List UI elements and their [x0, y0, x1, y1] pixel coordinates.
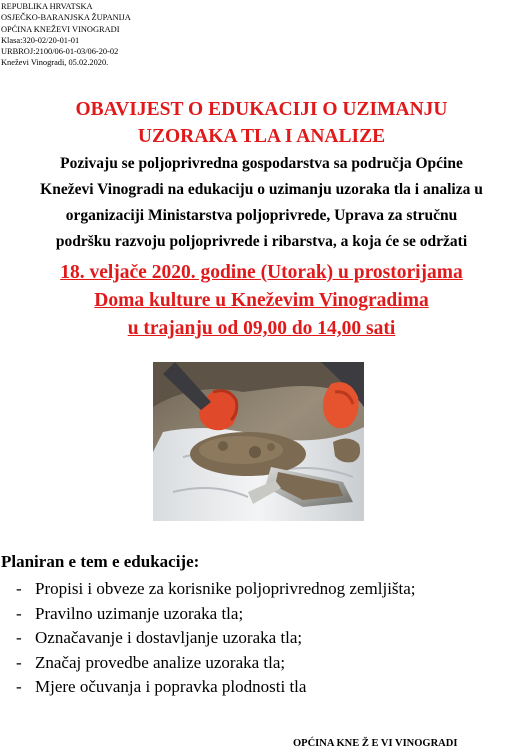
invitation-line: podršku razvoju poljoprivrede i ribarstva, a koja će se održati: [55, 233, 468, 250]
topic-text: Propisi i obveze za korisnike poljoprivrednog zemljišta;: [35, 579, 416, 598]
topic-text: Označavanje i dostavljanje uzoraka tla;: [35, 628, 303, 647]
header-municipality: OPĆINA KNEŽEVI VINOGRADI: [1, 24, 120, 34]
topic-text: Mjere očuvanja i popravka plodnosti tla: [35, 677, 307, 696]
topics-heading: Planiran e tem e edukacije:: [1, 552, 200, 571]
list-item: [16, 626, 416, 651]
document-header: [1, 1, 131, 69]
event-location-line: Doma kulture u Kneževim Vinogradima: [94, 290, 429, 311]
topics-list: [16, 577, 416, 700]
header-class-number: Klasa:320-02/20-01-01: [1, 35, 80, 45]
header-county: OSJEČKO-BARANJSKA ŽUPANIJA: [1, 13, 131, 23]
header-place-date: Kneževi Vinogradi, 05.02.2020.: [1, 58, 109, 68]
bullet-dash: -: [16, 628, 22, 647]
list-item: [16, 577, 416, 602]
bullet-dash: -: [16, 603, 22, 623]
bullet-dash: -: [16, 579, 22, 598]
notice-title-line-1: OBAVIJEST O EDUKACIJI O UZIMANJU: [75, 99, 448, 120]
invitation-line: Kneževi Vinogradi na edukaciju o uzimanju uzoraka tla i analiza u: [40, 181, 483, 198]
topic-text: Značaj provedbe analize uzoraka tla;: [35, 652, 286, 672]
notice-title-line-2: UZORAKA TLA I ANALIZE: [137, 126, 386, 147]
header-registry-number: URBROJ:2100/06-01-03/06-20-02: [1, 47, 119, 57]
soil-sampling-photo: [153, 362, 364, 521]
list-item: [16, 651, 416, 676]
list-item: [16, 675, 416, 700]
event-time-line: u trajanju od 09,00 do 14,00 sati: [127, 318, 396, 339]
topic-text: Pravilno uzimanje uzoraka tla;: [35, 603, 244, 623]
signature-municipality: OPĆINA KNE Ž E VI VINOGRADI: [293, 738, 458, 749]
invitation-line: organizaciji Ministarstva poljoprivrede, Uprava za stručnu: [65, 207, 458, 224]
invitation-paragraph: [0, 151, 523, 255]
bullet-dash: -: [16, 677, 22, 696]
list-item: [16, 602, 416, 627]
event-date-line: 18. veljače 2020. godine (Utorak) u prostorijama: [60, 262, 463, 283]
bullet-dash: -: [16, 652, 22, 672]
header-country: REPUBLIKA HRVATSKA: [1, 2, 93, 11]
invitation-line: Pozivaju se poljoprivredna gospodarstva sa područja Općine: [60, 155, 463, 172]
event-date-location: [0, 259, 523, 343]
